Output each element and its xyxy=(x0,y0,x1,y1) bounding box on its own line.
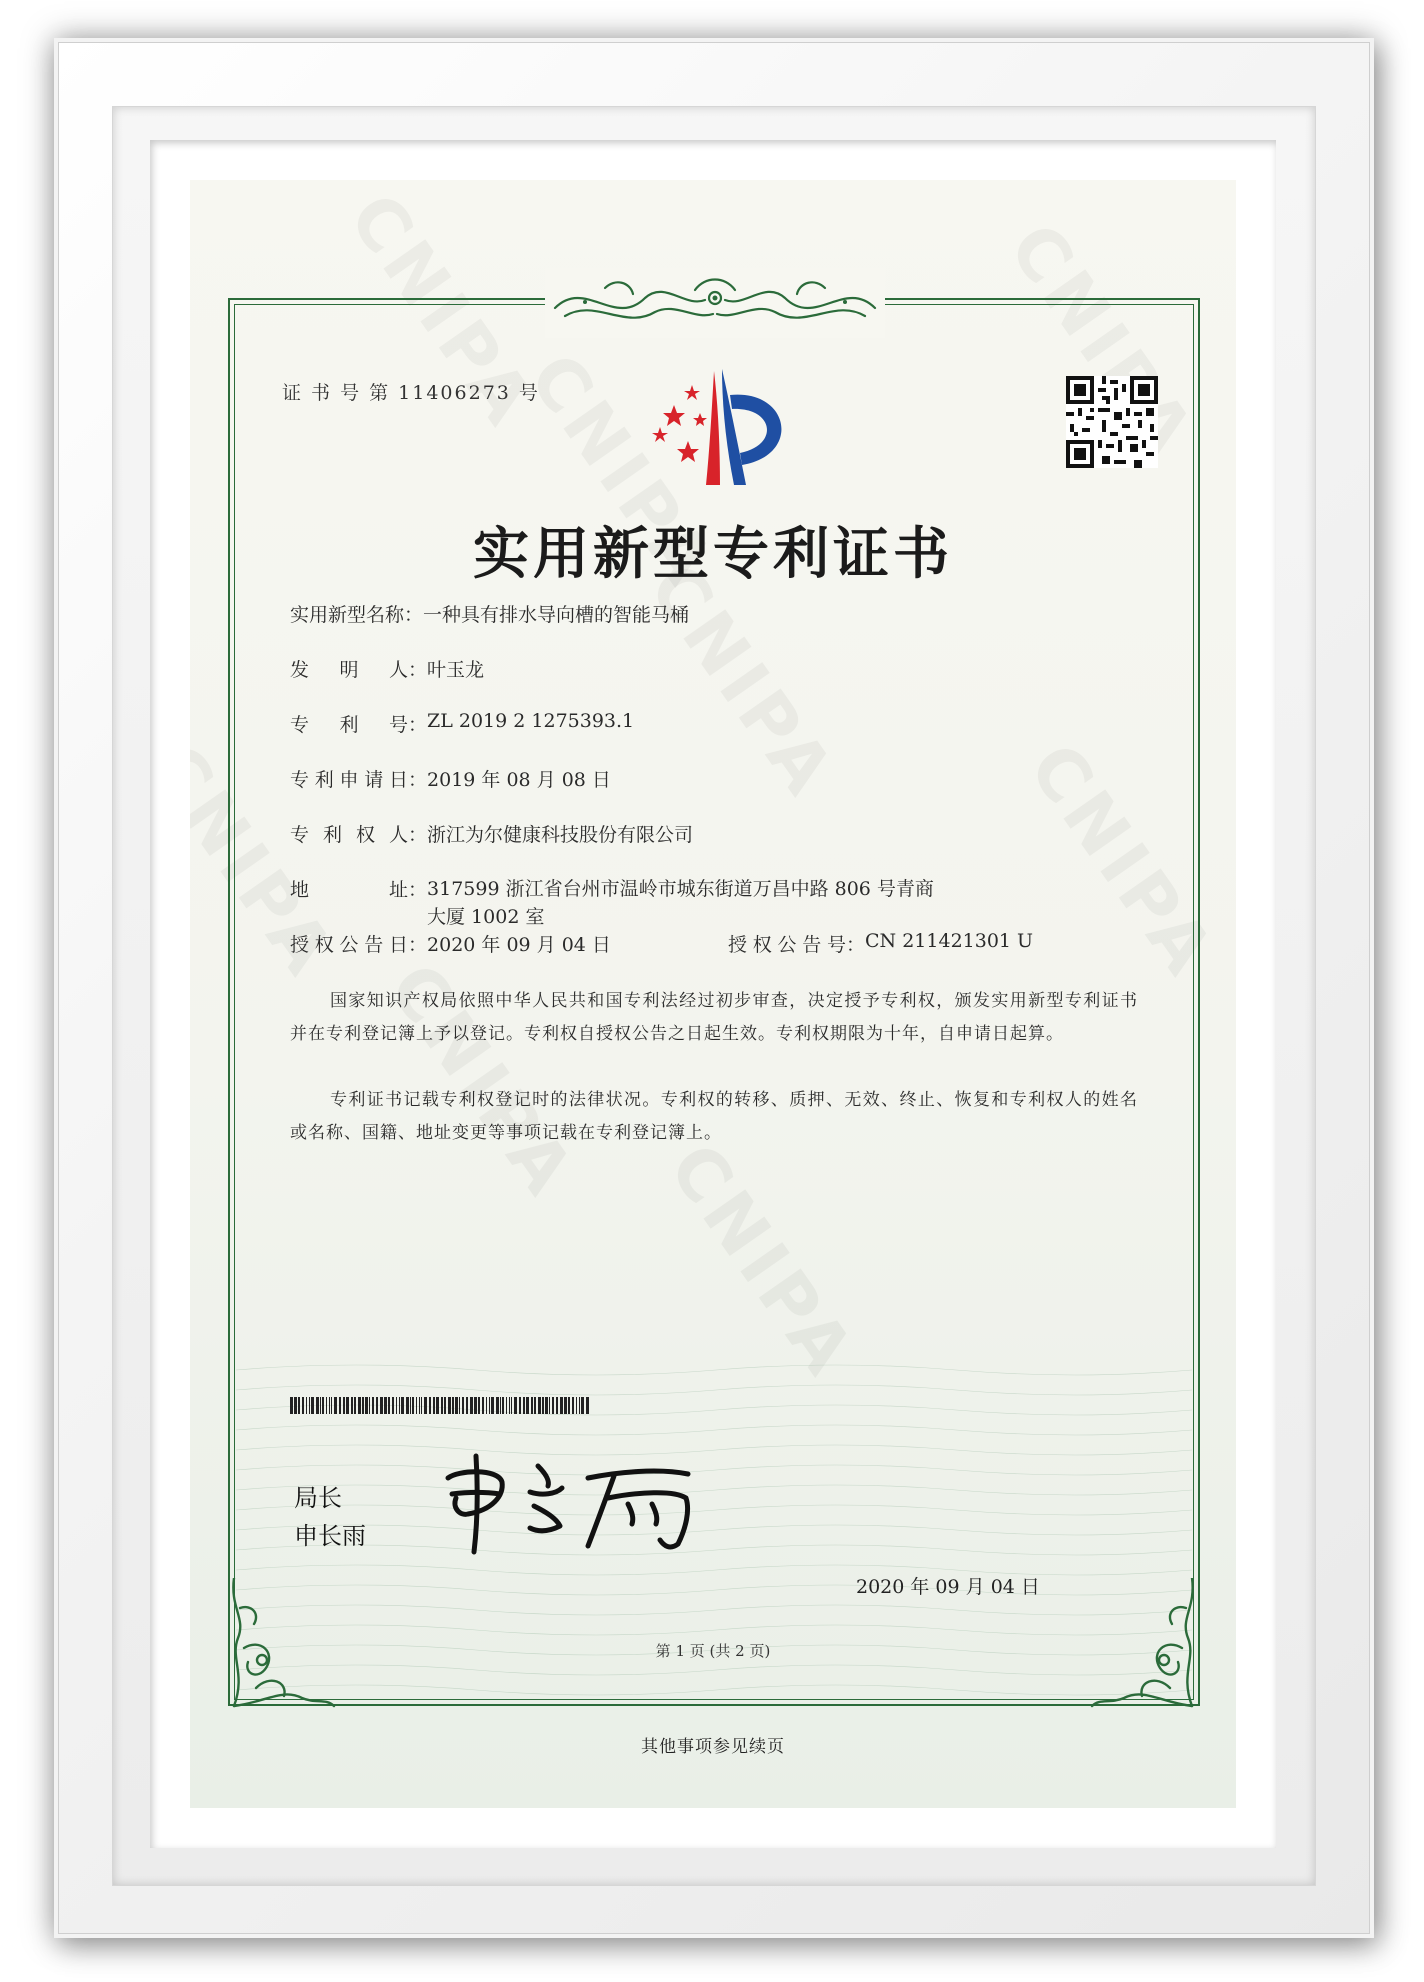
field-label: 专利申请日 xyxy=(290,769,408,791)
field-value: 2020 年 09 月 04 日 xyxy=(427,934,611,956)
field-grant-date: 授权公告日：2020 年 09 月 04 日 xyxy=(290,930,611,957)
page-indicator: 第 1 页 (共 2 页) xyxy=(655,1642,771,1660)
address-line-1: 317599 浙江省台州市温岭市城东街道万昌中路 806 号青商 xyxy=(427,878,934,900)
field-value: 叶玉龙 xyxy=(427,659,485,681)
field-value: 一种具有排水导向槽的智能马桶 xyxy=(423,604,690,626)
field-value: CN 211421301 U xyxy=(865,930,1034,952)
field-grant-number: 授权公告号：CN 211421301 U xyxy=(728,930,1034,956)
field-patentee: 专利权人：浙江为尔健康科技股份有限公司 xyxy=(290,820,693,847)
statement-paragraph-2: 专利证书记载专利权登记时的法律状况。专利权的转移、质押、无效、终止、恢复和专利权人的姓名或名称、国籍、地址变更等事项记载在专利登记簿上。 xyxy=(290,1090,1138,1143)
field-patent-number: 专利号：ZL 2019 2 1275393.1 xyxy=(290,710,635,736)
field-value: 2019 年 08 月 08 日 xyxy=(427,769,611,791)
field-utility-model-name: 实用新型名称：一种具有排水导向槽的智能马桶 xyxy=(290,600,689,627)
signature-image xyxy=(438,1448,708,1558)
field-label: 地址 xyxy=(290,879,408,901)
barcode xyxy=(290,1397,590,1414)
signatory-name: 申长雨 xyxy=(294,1522,366,1550)
field-label: 授权公告号 xyxy=(728,934,846,956)
continuation-note: 其他事项参见续页 xyxy=(641,1737,785,1757)
cnipa-emblem-icon xyxy=(630,365,800,490)
certificate-number: 证 书 号 第 11406273 号 xyxy=(282,382,540,404)
field-label: 授权公告日 xyxy=(290,934,408,956)
field-value: ZL 2019 2 1275393.1 xyxy=(427,710,635,732)
page-title: 实用新型专利证书 xyxy=(473,521,953,587)
field-inventor: 发明人：叶玉龙 xyxy=(290,655,484,682)
field-label: 专利权人 xyxy=(290,824,408,846)
address-line-2: 大厦 1002 室 xyxy=(427,906,545,928)
issue-date: 2020 年 09 月 04 日 xyxy=(856,1576,1040,1598)
signatory-title: 局长 xyxy=(294,1484,342,1512)
qr-code xyxy=(1066,376,1158,468)
field-filing-date: 专利申请日：2019 年 08 月 08 日 xyxy=(290,765,611,792)
field-address: 地址：317599 浙江省台州市温岭市城东街道万昌中路 806 号青商 大厦 1002 室 xyxy=(290,875,934,931)
statement-paragraph-1: 国家知识产权局依照中华人民共和国专利法经过初步审查，决定授予专利权，颁发实用新型专利证书并在专利登记簿上予以登记。专利权自授权公告之日起生效。专利权期限为十年，自申请日起算。 xyxy=(290,991,1138,1044)
field-label: 实用新型名称 xyxy=(290,604,405,626)
field-value: 浙江为尔健康科技股份有限公司 xyxy=(427,824,694,846)
field-label: 发明人 xyxy=(290,659,408,681)
certificate-paper xyxy=(190,180,1236,1808)
top-ornament xyxy=(545,268,885,338)
field-label: 专利号 xyxy=(290,714,408,736)
